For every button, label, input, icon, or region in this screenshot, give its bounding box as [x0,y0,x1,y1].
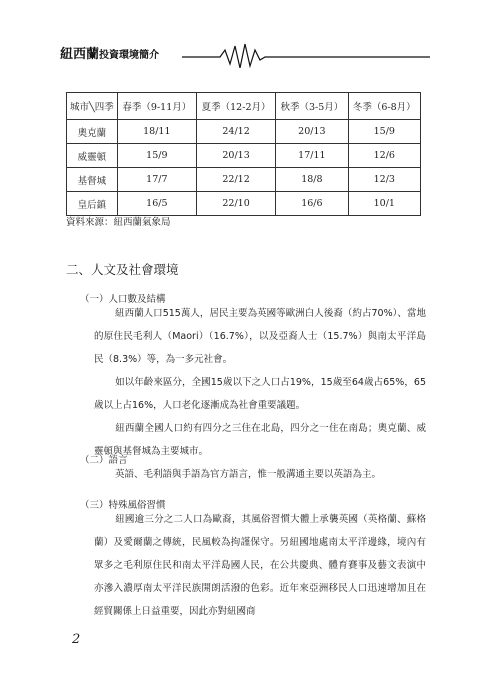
table-cell: 12/6 [348,144,420,168]
subsection-heading: （一）人口數及結構 [80,294,166,305]
table-cell: 12/3 [348,168,420,192]
table-cell: 15/9 [117,144,196,168]
table-header-row [67,93,421,120]
table-row [67,192,421,216]
header-title-sub: 投資環境簡介 [99,50,160,61]
paragraph-text: 紐西蘭全國人口約有四分之三住在北島，四分之一住在南島；奧克蘭、威靈頓與基督城為主要城市。 [94,423,426,457]
table-cell: 24/12 [196,120,275,144]
paragraph [94,463,426,486]
table-cell: 皇后鎮 [67,192,118,216]
table-cell: 20/13 [196,144,275,168]
paragraph [94,371,426,417]
paragraph-text: 如以年齡來區分，全國15歲以下之人口占19%，15歲至64歲占65%，65歲以上占16%，人口老化逐漸成為社會重要議題。 [94,377,426,411]
table-cell: 16/5 [117,192,196,216]
weather-table [66,92,421,216]
table-cell: 奧克蘭 [67,120,118,144]
table-cell: 22/12 [196,168,275,192]
section-title: 二、人文及社會環境 [66,262,179,277]
table-source-note: 資料來源：紐西蘭氣象局 [66,217,171,228]
table-header-cell: 城市╲四季 [67,93,118,120]
page-header [60,40,430,68]
table-header-cell: 夏季（12-2月） [196,93,275,120]
table-header-cell: 秋季（3-5月） [276,93,348,120]
header-title-main: 紐西蘭 [60,47,100,62]
subsection-heading: （三）特殊風俗習慣 [80,500,166,511]
paragraph-text: 紐西蘭人口515萬人，居民主要為英國等歐洲白人後裔（約占70%）、當地的原住民毛利人（Maori）（16.7%），以及亞裔人士（15.7%）與南太平洋島民（8.3%）等，為一多元社會。 [94,308,426,365]
table-header-cell: 冬季（6-8月） [348,93,420,120]
paragraph-text: 英語、毛利語與手語為官方語言，惟一般溝通主要以英語為主。 [115,469,382,480]
paragraph-text: 紐國逾三分之二人口為歐裔，其風俗習慣大體上承襲英國（英格蘭、蘇格蘭）及愛爾蘭之傳統，民風較為拘謹保守。另紐國地處南太平洋邊緣，境內有眾多之毛利原住民和南太平洋島國人民，在公共慶典、體育賽事及藝文表演中亦滲入濃厚南太平洋民族開朗活潑的色彩。近年來亞洲移民人口迅速增加且在經貿關係上日益重要，因此亦對紐國商 [94,514,426,617]
table-header-cell: 春季（9-11月） [117,93,196,120]
table-cell: 20/13 [276,120,348,144]
table-cell: 15/9 [348,120,420,144]
table-cell: 威靈頓 [67,144,118,168]
subsection-heading: （二）語言 [80,455,128,466]
table-row [67,144,421,168]
paragraph [94,417,426,463]
table-cell: 17/7 [117,168,196,192]
paragraph [94,508,426,623]
paragraph [94,302,426,371]
table-cell: 16/6 [276,192,348,216]
table-cell: 10/1 [348,192,420,216]
page-number: 2 [72,632,81,647]
table-cell: 18/11 [117,120,196,144]
header-title [60,43,159,62]
table-cell: 18/8 [276,168,348,192]
table-cell: 17/11 [276,144,348,168]
table-cell: 基督城 [67,168,118,192]
table-row [67,120,421,144]
table-cell: 22/10 [196,192,275,216]
table-row [67,168,421,192]
